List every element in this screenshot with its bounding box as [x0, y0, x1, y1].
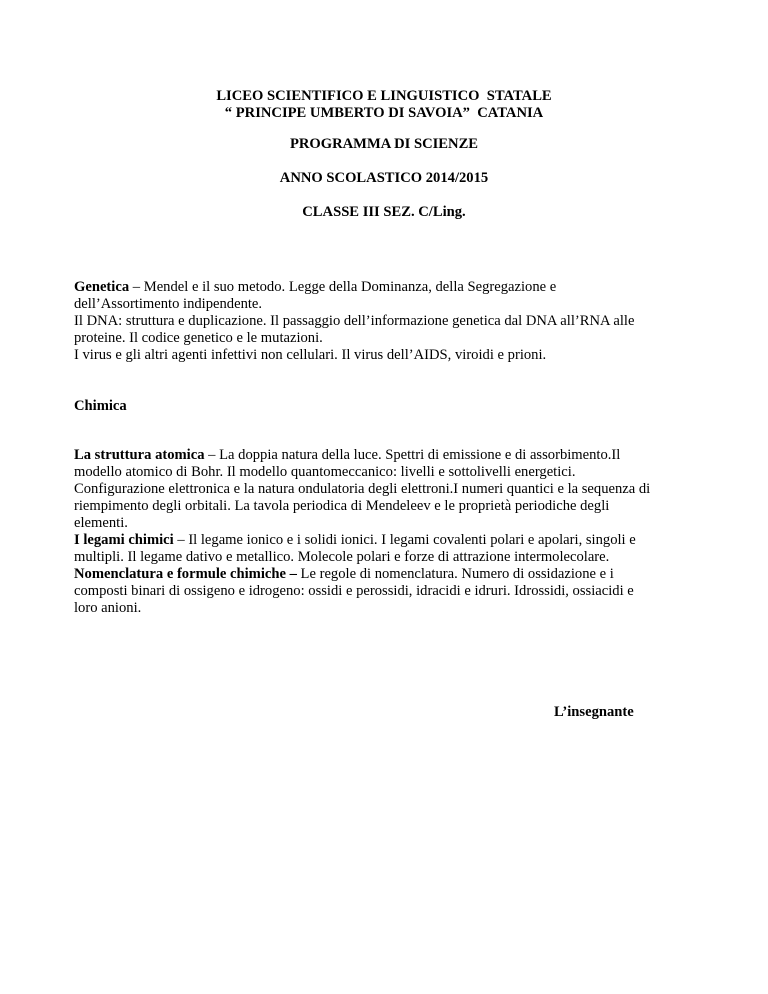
chimica-title: Chimica	[74, 398, 127, 414]
struttura-line-2: modello atomico di Bohr. Il modello quantomeccanico: livelli e sottolivelli energetici.	[74, 464, 576, 480]
nomenclatura-line-1	[74, 566, 694, 583]
school-name-line1: LICEO SCIENTIFICO E LINGUISTICO STATALE	[216, 88, 552, 104]
legami-line-1-text: – Il legame ionico e i solidi ionici. I legami covalenti polari e apolari, singoli e	[173, 532, 636, 548]
legami-line-1	[74, 532, 694, 549]
struttura-line-4: riempimento degli orbitali. La tavola periodica di Mendeleev e le proprietà periodiche degli	[74, 498, 610, 514]
nomenclatura-line-2: composti binari di ossigeno e idrogeno: ossidi e perossidi, idracidi e idruri. Idrossidi, ossiacidi e	[74, 583, 634, 599]
genetica-line-5: I virus e gli altri agenti infettivi non cellulari. Il virus dell’AIDS, viroidi e prioni.	[74, 347, 547, 363]
teacher-signature-label: L’insegnante	[554, 704, 634, 720]
genetica-line-1	[74, 279, 694, 296]
struttura-line-1-text: – La doppia natura della luce. Spettri di emissione e di assorbimento.Il	[204, 447, 621, 463]
struttura-line-3: Configurazione elettronica e la natura ondulatoria degli elettroni.I numeri quantici e la sequenza di	[74, 481, 651, 497]
program-title: PROGRAMMA DI SCIENZE	[289, 136, 479, 152]
school-header	[0, 88, 768, 122]
class-section: CLASSE III SEZ. C/Ling.	[302, 204, 466, 220]
nomenclatura-line-1-text: Le regole di nomenclatura. Numero di ossidazione e i	[296, 566, 614, 582]
genetica-line-4: proteine. Il codice genetico e le mutazioni.	[74, 330, 323, 346]
school-year: ANNO SCOLASTICO 2014/2015	[279, 170, 489, 186]
chimica-section	[74, 447, 694, 617]
genetica-line-2: dell’Assortimento indipendente.	[74, 296, 263, 312]
legami-heading: I legami chimici	[74, 532, 174, 548]
genetica-line-3: Il DNA: struttura e duplicazione. Il passaggio dell’informazione genetica dal DNA all’RNA alle	[74, 313, 635, 329]
struttura-line-1	[74, 447, 694, 464]
legami-line-2: multipli. Il legame dativo e metallico. Molecole polari e forze di attrazione intermolecolare.	[74, 549, 610, 565]
school-name-line2: “ PRINCIPE UMBERTO DI SAVOIA” CATANIA	[224, 105, 544, 121]
nomenclatura-heading: Nomenclatura e formule chimiche –	[74, 566, 297, 582]
struttura-heading: La struttura atomica	[74, 447, 205, 463]
genetica-section	[74, 279, 694, 364]
genetica-heading: Genetica	[74, 279, 130, 295]
struttura-line-5: elementi.	[74, 515, 128, 531]
genetica-line-1-text: – Mendel e il suo metodo. Legge della Dominanza, della Segregazione e	[129, 279, 557, 295]
nomenclatura-line-3: loro anioni.	[74, 600, 142, 616]
